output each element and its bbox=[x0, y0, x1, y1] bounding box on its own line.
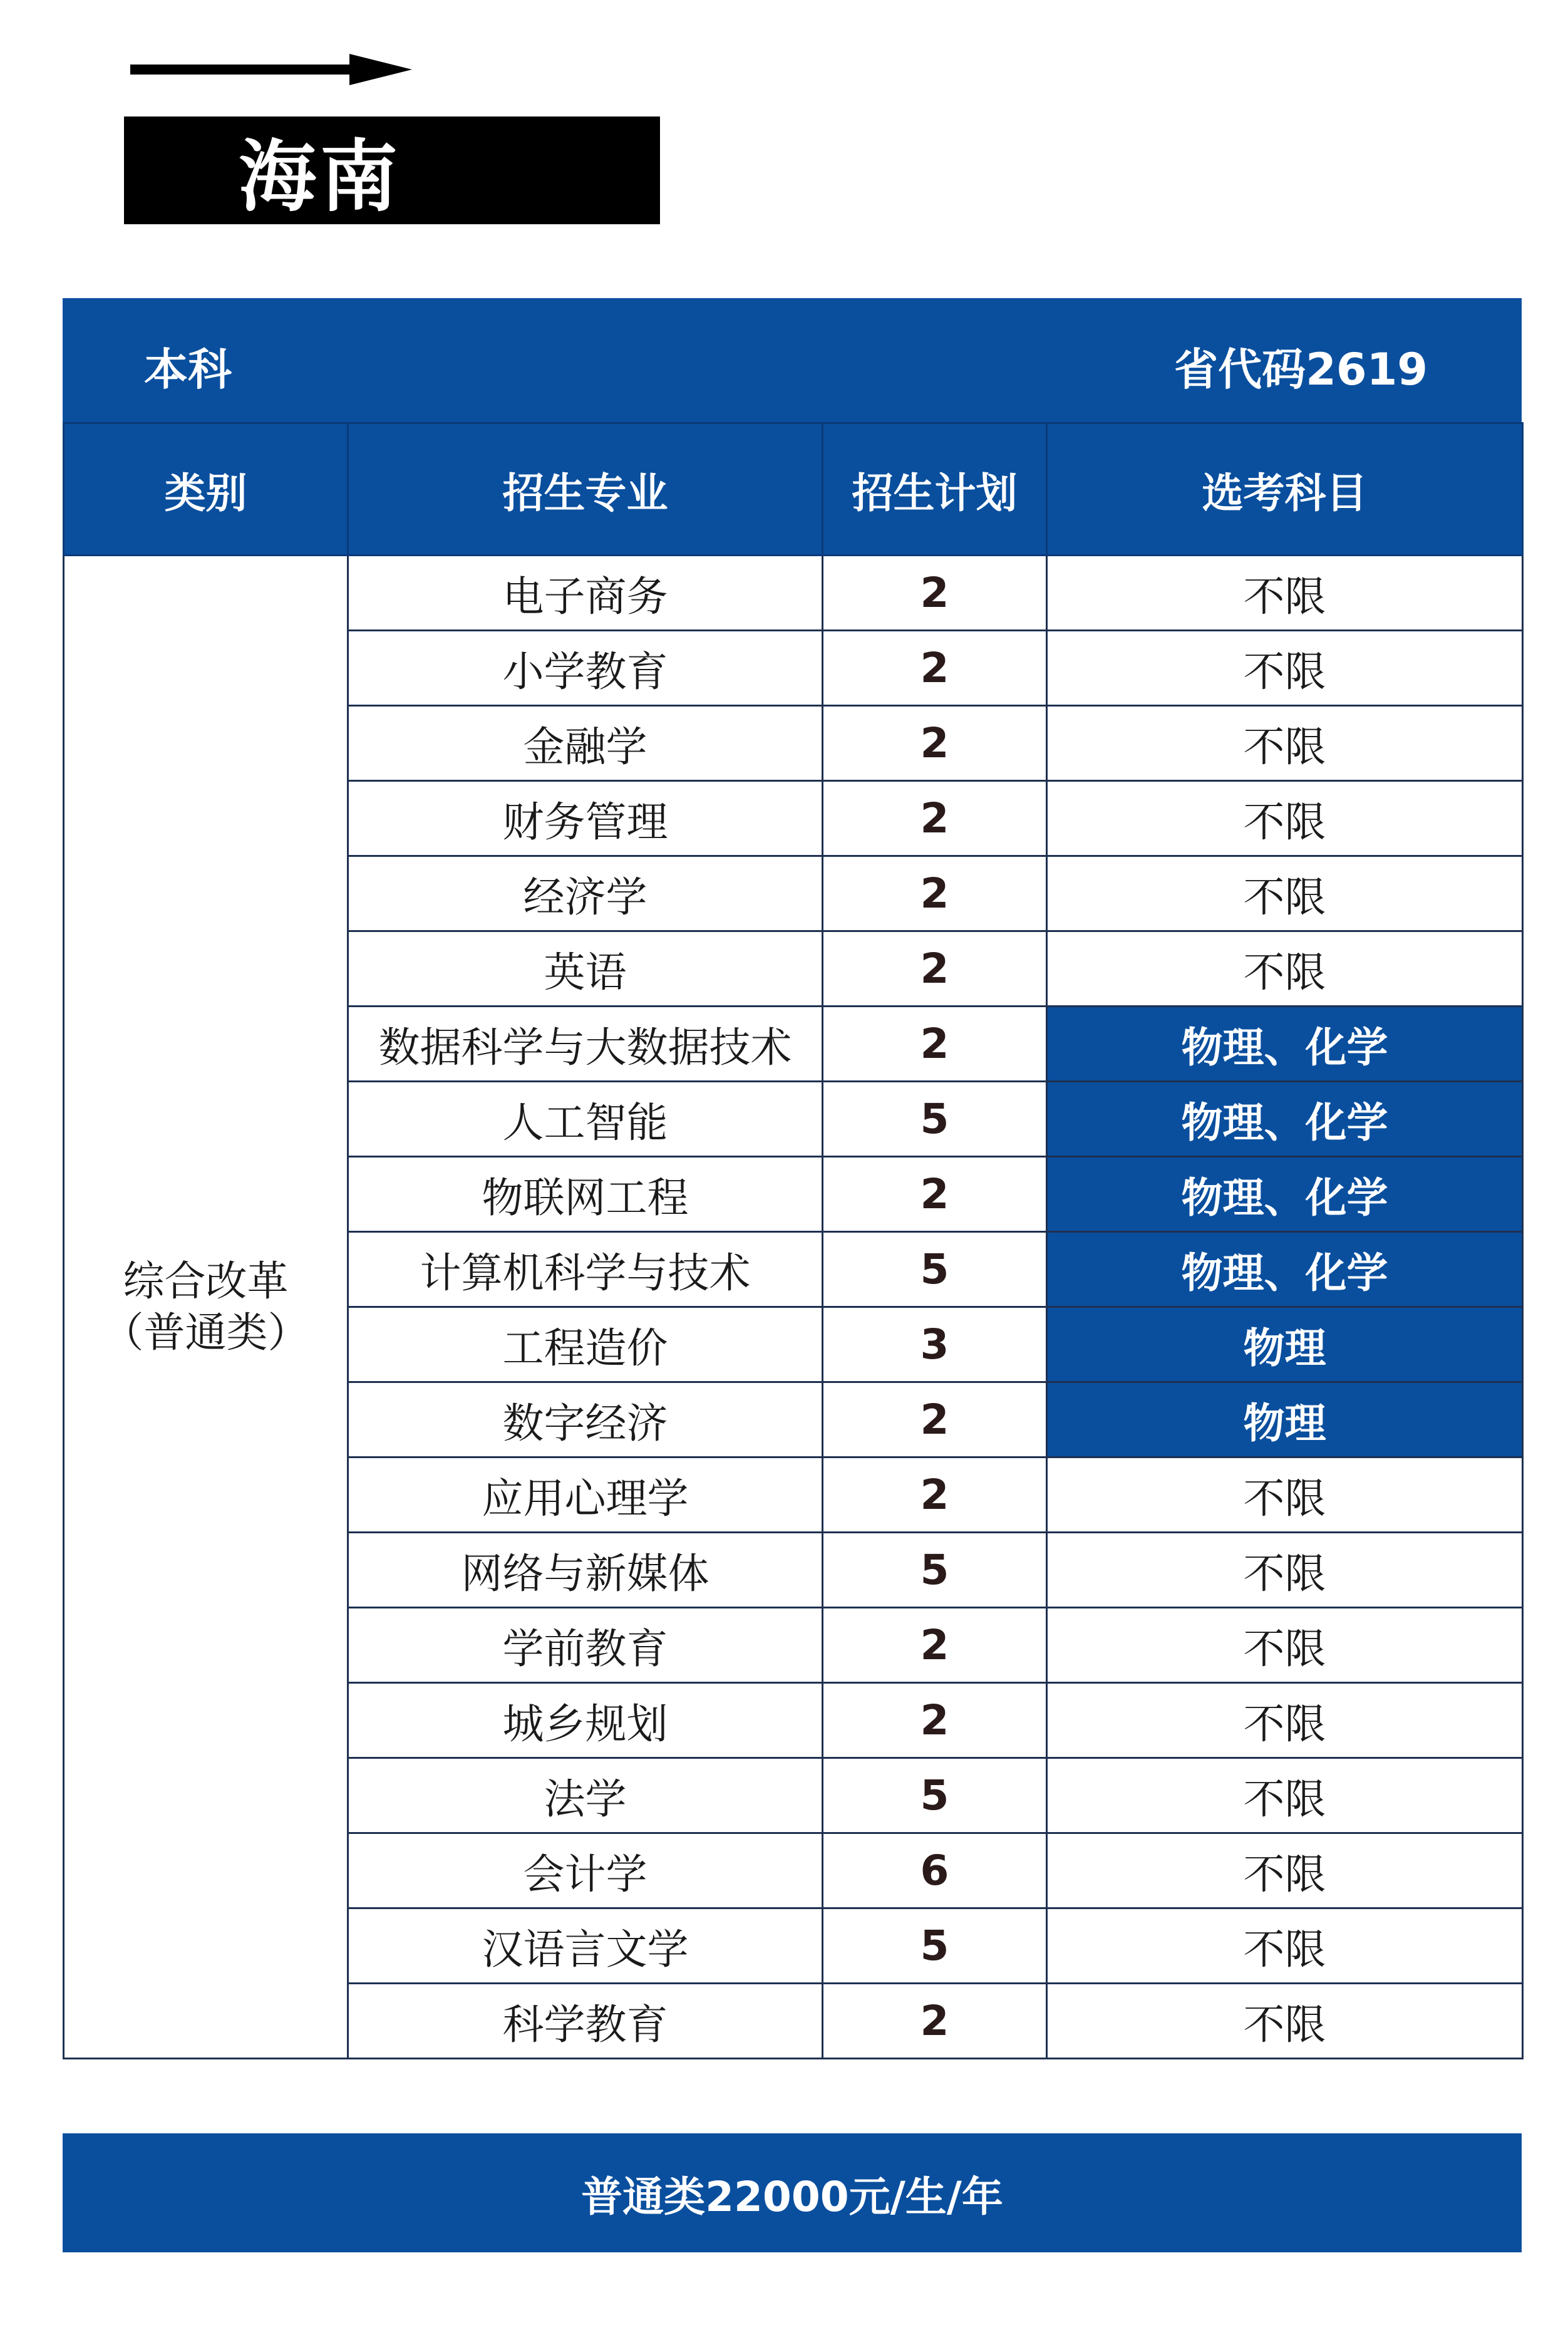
plan-cell: 2 bbox=[823, 1683, 1047, 1758]
plan-cell: 2 bbox=[823, 781, 1047, 856]
column-header-category: 类别 bbox=[64, 423, 348, 556]
plan-cell: 5 bbox=[823, 1082, 1047, 1157]
province-title: 海南 bbox=[238, 132, 401, 222]
subjects-cell: 不限 bbox=[1047, 1833, 1523, 1908]
major-cell: 人工智能 bbox=[348, 1082, 823, 1157]
plan-cell: 2 bbox=[823, 556, 1047, 631]
major-cell: 数字经济 bbox=[348, 1382, 823, 1458]
plan-cell: 2 bbox=[823, 1458, 1047, 1533]
plan-cell: 2 bbox=[823, 1157, 1047, 1232]
plan-cell: 2 bbox=[823, 1984, 1047, 2059]
major-cell: 数据科学与大数据技术 bbox=[348, 1007, 823, 1082]
plan-cell: 5 bbox=[823, 1908, 1047, 1984]
subjects-cell: 不限 bbox=[1047, 631, 1523, 706]
major-cell: 会计学 bbox=[348, 1833, 823, 1908]
subjects-cell: 不限 bbox=[1047, 931, 1523, 1007]
plan-cell: 2 bbox=[823, 1007, 1047, 1082]
plan-cell: 3 bbox=[823, 1307, 1047, 1382]
subjects-cell: 不限 bbox=[1047, 1608, 1523, 1683]
column-header-plan: 招生计划 bbox=[823, 423, 1047, 556]
plan-cell: 5 bbox=[823, 1533, 1047, 1608]
column-header-major: 招生专业 bbox=[348, 423, 823, 556]
subjects-cell: 不限 bbox=[1047, 1533, 1523, 1608]
subjects-cell: 不限 bbox=[1047, 1458, 1523, 1533]
subjects-cell: 物理 bbox=[1047, 1307, 1523, 1382]
subjects-cell: 物理、化学 bbox=[1047, 1007, 1523, 1082]
plan-cell: 2 bbox=[823, 1608, 1047, 1683]
major-cell: 金融学 bbox=[348, 706, 823, 781]
major-cell: 电子商务 bbox=[348, 556, 823, 631]
table-top-band bbox=[63, 298, 1522, 422]
tuition-footer: 普通类22000元/生/年 bbox=[63, 2133, 1522, 2252]
plan-cell: 2 bbox=[823, 1382, 1047, 1458]
plan-cell: 6 bbox=[823, 1833, 1047, 1908]
subjects-cell: 不限 bbox=[1047, 706, 1523, 781]
major-cell: 计算机科学与技术 bbox=[348, 1232, 823, 1307]
major-cell: 法学 bbox=[348, 1758, 823, 1833]
table-body bbox=[64, 556, 1523, 2059]
province-code: 省代码2619 bbox=[1174, 344, 1428, 395]
subjects-cell: 物理、化学 bbox=[1047, 1232, 1523, 1307]
plan-cell: 2 bbox=[823, 856, 1047, 931]
subjects-cell: 物理、化学 bbox=[1047, 1157, 1523, 1232]
plan-cell: 5 bbox=[823, 1758, 1047, 1833]
table-header-row bbox=[64, 423, 1523, 556]
major-cell: 应用心理学 bbox=[348, 1458, 823, 1533]
subjects-cell: 物理 bbox=[1047, 1382, 1523, 1458]
subjects-cell: 不限 bbox=[1047, 1758, 1523, 1833]
category-line2: （普通类） bbox=[102, 1308, 309, 1357]
table-row bbox=[64, 556, 1523, 631]
subjects-cell: 不限 bbox=[1047, 556, 1523, 631]
category-cell bbox=[64, 556, 348, 2059]
arrow-right-icon bbox=[130, 54, 412, 85]
major-cell: 物联网工程 bbox=[348, 1157, 823, 1232]
subjects-cell: 不限 bbox=[1047, 781, 1523, 856]
major-cell: 汉语言文学 bbox=[348, 1908, 823, 1984]
major-cell: 学前教育 bbox=[348, 1608, 823, 1683]
column-header-subjects: 选考科目 bbox=[1047, 423, 1523, 556]
subjects-cell: 不限 bbox=[1047, 856, 1523, 931]
subjects-cell: 不限 bbox=[1047, 1908, 1523, 1984]
province-title-box bbox=[124, 117, 660, 224]
major-cell: 财务管理 bbox=[348, 781, 823, 856]
major-cell: 工程造价 bbox=[348, 1307, 823, 1382]
plan-cell: 2 bbox=[823, 931, 1047, 1007]
major-cell: 英语 bbox=[348, 931, 823, 1007]
major-cell: 经济学 bbox=[348, 856, 823, 931]
category-line1: 综合改革 bbox=[123, 1256, 289, 1305]
degree-level: 本科 bbox=[144, 344, 232, 395]
subjects-cell: 不限 bbox=[1047, 1683, 1523, 1758]
major-cell: 科学教育 bbox=[348, 1984, 823, 2059]
plan-cell: 5 bbox=[823, 1232, 1047, 1307]
major-cell: 网络与新媒体 bbox=[348, 1533, 823, 1608]
majors-table bbox=[63, 422, 1524, 2059]
subjects-cell: 不限 bbox=[1047, 1984, 1523, 2059]
major-cell: 城乡规划 bbox=[348, 1683, 823, 1758]
plan-cell: 2 bbox=[823, 706, 1047, 781]
subjects-cell: 物理、化学 bbox=[1047, 1082, 1523, 1157]
plan-cell: 2 bbox=[823, 631, 1047, 706]
major-cell: 小学教育 bbox=[348, 631, 823, 706]
